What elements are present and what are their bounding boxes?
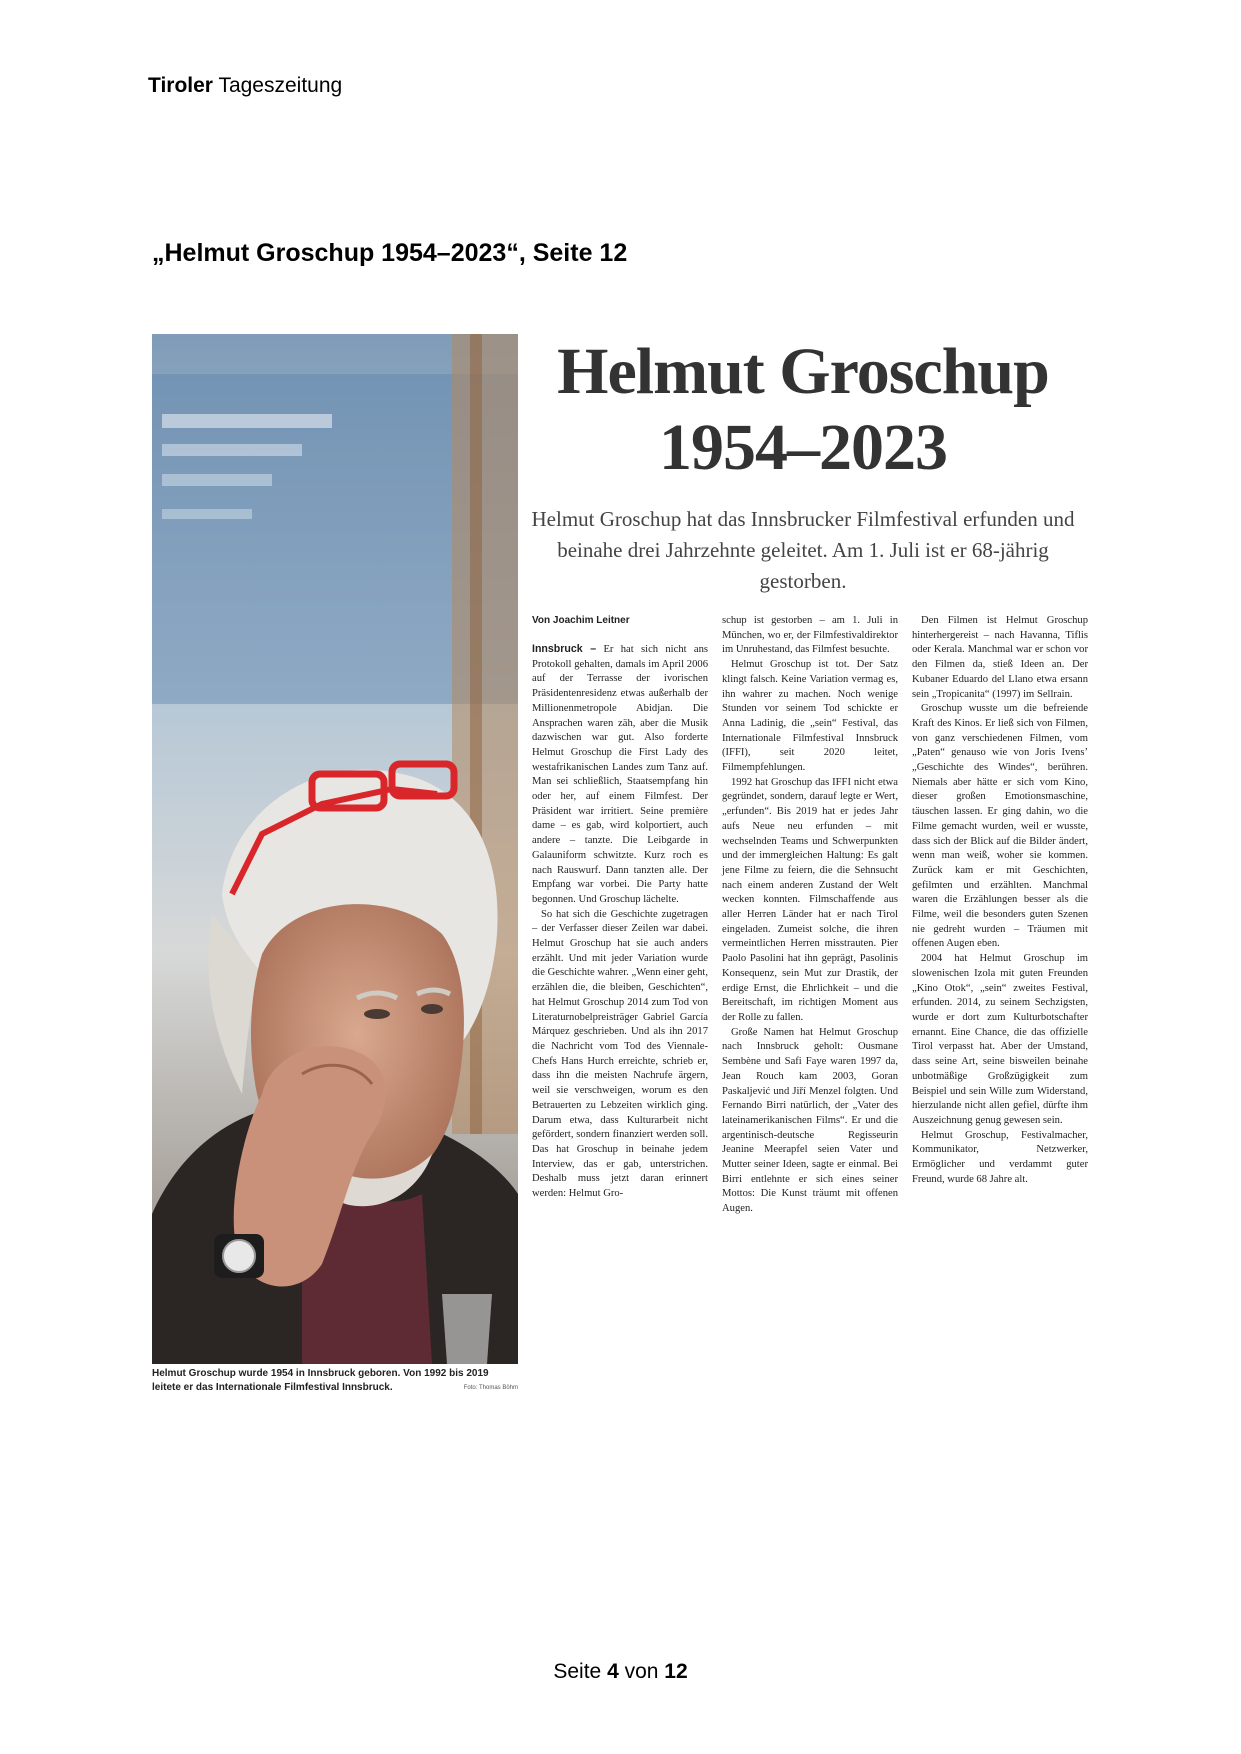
paragraph: Helmut Groschup ist tot. Der Satz klingt falsch. Keine Variation vermag es, ihn wahrer zu machen. Noch wenige Stunden vor seinem Tod schickte er Anna Ladinig, die „sein“ Festival, das Internationale Filmfestival Innsbruck (IFFI), seit 2020 leitet, Filmempfehlungen.: [722, 659, 898, 774]
paragraph: 1992 hat Groschup das IFFI nicht etwa gegründet, sondern, darauf legte er Wert, „erfunden“. Bis 2019 hat er jedes Jahr aufs Neue neu erfunden – mit wechselnden Teams und Schwerpunkten und der immergleichen Haltung: Es galt jene Filme zu feiern, die die Sehnsucht nach einem anderen Zustand der Welt wecken konnten. Filmschaffende aus aller Herren Länder hat er nach Tirol eingeladen. Zumeist solche, die ihren vermeintlichen Herren misstrauten. Pier Paolo Pasolini hat ihn geprägt, Pasolinis Konsequenz, sein Mut zur Drastik, der erdige Ernst, die Ehrlichkeit – und die Bereitschaft, im richtigen Moment aus der Rolle zu fallen.: [722, 776, 898, 1023]
byline: Von Joachim Leitner: [532, 615, 630, 626]
photo-caption: [152, 1367, 518, 1395]
masthead-name: Tageszeitung: [218, 74, 343, 97]
article-column-2: [722, 614, 898, 1217]
article-column-3: [912, 614, 1088, 1187]
footer-prefix: Seite: [553, 1660, 602, 1683]
newspaper-clipping: [152, 334, 1088, 1399]
paragraph: [532, 642, 708, 908]
paragraph: Große Namen hat Helmut Groschup nach Innsbruck geholt: Ousmane Sembène und Safi Faye waren 1997 da, Jean Rouch kam 2003, Goran Paskaljević und Jiří Menzel folgten. Und Fernando Birri natürlich, der „Vater des lateinamerikanischen Films“. Er und die argentinisch-deutsche Regisseurin Jeanine Meerapfel seien Vater und Mutter seiner Ideen, sagte er einmal. Bei Birri entlehnte er sich eines seiner Mottos: Die Kunst träumt mit offenen Augen.: [722, 1026, 898, 1215]
footer-page-total: 12: [664, 1660, 688, 1683]
article-lead: Helmut Groschup hat das Innsbrucker Filmfestival erfunden und beinahe drei Jahrzehnte geleitet. Am 1. Juli ist er 68-jährig gestorben.: [531, 507, 1075, 593]
photo-credit: Foto: Thomas Böhm: [463, 1385, 518, 1391]
page-footer: [0, 1659, 1241, 1685]
article-headline: [518, 334, 1088, 486]
footer-page-number: 4: [607, 1660, 619, 1683]
paragraph: So hat sich die Geschichte zugetragen – der Verfasser dieser Zeilen war dabei. Helmut Groschup hat sie auch anders erzählt. Und mit jeder Variation wurde die Geschichte wahrer. „Wenn einer geht, erzählen die, die bleiben, Geschichten“, hat Helmut Groschup 2014 zum Tod von Literaturnobelpreisträger Gabriel García Márquez geschrieben. Und als ihn 2017 die Nachricht vom Tod des Viennale-Chefs Hans Hurch erreichte, schrieb er, dass ihn die meisten Nachrufe ärgern, weil sie verschweigen, worum es den Betrauerten zu Lebzeiten wirklich ging. Darum etwa, dass Kulturarbeit nicht gefördert, sondern finanziert werden soll. Das hat Groschup in beinahe jedem Interview, das er gab, unterstrichen. Deshalb muss jetzt daran erinnert werden: Helmut Gro-: [532, 908, 708, 1200]
paragraph: Groschup wusste um die befreiende Kraft des Kinos. Er ließ sich von Filmen, von ganz verschiedenen Filmen, vom „Paten“ genauso wie von Joris Ivens’ „Geschichte des Windes“, berühren. Niemals aber hätte er sich vom Kino, dieser großen Emotionsmaschine, täuschen lassen. Er ging dahin, wo die Filme gemacht wurden, weil er wusste, dass sich der Blick auf die Bilder ändert, wenn man weiß, woher sie kommen. Zurück kam er mit Geschichten, gefilmten und erzählten. Manchmal waren die Erzählungen besser als die Filme, weil die besonders guten Szenen nie gedreht wurden – Träumen mit offenen Augen eben.: [912, 703, 1088, 950]
portrait-photo: [152, 334, 518, 1364]
article-column-1: [532, 614, 708, 1202]
article-body: [532, 614, 1088, 1404]
document-heading: „Helmut Groschup 1954–2023“, Seite 12: [152, 239, 628, 267]
masthead: [148, 73, 342, 99]
footer-middle: von: [624, 1660, 659, 1683]
dateline: Innsbruck –: [532, 643, 597, 655]
paragraph: Den Filmen ist Helmut Groschup hinterhergereist – nach Havanna, Tiflis oder Kerala. Manchmal war er schon vor den Filmen da, stieß Ideen an. Der Kubaner Eduardo del Llano etwa ersann sein „Tropicanita“ (1997) im Sellrain.: [912, 615, 1088, 700]
paragraph: Helmut Groschup, Festivalmacher, Kommunikator, Netzwerker, Ermöglicher und verdammt guter Freund, wurde 68 Jahre alt.: [912, 1129, 1088, 1185]
paragraph: schup ist gestorben – am 1. Juli in München, wo er, der Filmfestivaldirektor im Unruhestand, das Filmfest besuchte.: [722, 615, 898, 656]
headline-line-2: 1954–2023: [659, 411, 947, 484]
paragraph-text: Er hat sich nicht ans Protokoll gehalten, damals im April 2006 auf der Terrasse der ivorischen Präsidentenresidenz etwas außerhalb der Millionenmetropole Abidjan. Die Ansprachen waren zäh, aber die Musik dazwischen war gut. Also forderte Helmut Groschup die First Lady des westafrikanischen Landes zum Tanz auf. Man sei schließlich, Staatsempfang hin oder her, auf einem Filmfest. Der Präsident war irritiert. Seine première dame – es gab, wird kolportiert, auch andere – tanzte. Die Leibgarde in Galauniform schwitzte. Kurz roch es nach Rauswurf. Dann tanzten alle. Der Empfang war vorbei. Die Party hatte begonnen. Und Groschup lächelte.: [532, 644, 708, 905]
paragraph: 2004 hat Helmut Groschup im slowenischen Izola mit guten Freunden „Kino Otok“, „sein“ zweites Festival, erfunden. 2014, zu seinem Sechzigsten, wurde er dort zum Kulturbotschafter ernannt. Eine Chance, die das offizielle Tirol verpasst hat. Aber der Umstand, dass seine Art, seine bisweilen beinahe unbotmäßige Großzügigkeit zum Beispiel und sein Wille zum Widerstand, hierzulande nicht allen gefiel, dürfte ihm Auszeichnung genug gewesen sein.: [912, 953, 1088, 1126]
headline-line-1: Helmut Groschup: [557, 335, 1049, 408]
masthead-brand: Tiroler: [148, 74, 213, 97]
photo-caption-text: Helmut Groschup wurde 1954 in Innsbruck geboren. Von 1992 bis 2019 leitete er das Internationale Filmfestival Innsbruck.: [152, 1368, 489, 1393]
portrait-illustration: [152, 334, 518, 1364]
